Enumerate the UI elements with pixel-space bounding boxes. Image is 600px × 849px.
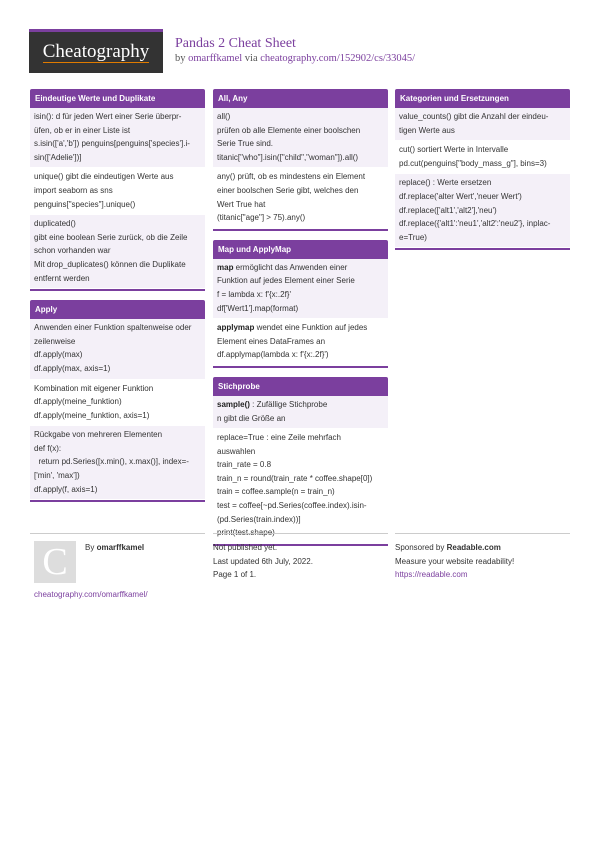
text-line <box>34 124 201 138</box>
section <box>213 240 388 368</box>
text-line <box>34 395 201 409</box>
text-line <box>34 335 201 349</box>
text-line <box>217 458 384 472</box>
line-text: gibt eine boolean Serie zurück, ob die Zeile <box>34 232 188 242</box>
line-text: tigen Werte aus <box>399 125 455 135</box>
sponsored-by <box>395 541 570 555</box>
sheet-url-link[interactable]: cheatography.com/152902/cs/33045/ <box>260 53 415 64</box>
text-line <box>34 382 201 396</box>
text-line <box>34 483 201 497</box>
text-line <box>217 472 384 486</box>
line-text: prüfen ob alle Elemente einer boolschen <box>217 125 361 135</box>
sponsor-name: Readable.com <box>446 543 501 552</box>
section <box>213 89 388 231</box>
text-line <box>34 170 201 184</box>
section-title: Kategorien und Ersetzungen <box>395 89 570 108</box>
sponsor-text: Measure your website readability! <box>395 556 515 566</box>
text-line <box>34 198 201 212</box>
cheatography-logo[interactable] <box>29 29 163 73</box>
text-line <box>399 157 566 171</box>
line-text: Funktion auf jedes Element einer Serie <box>217 276 355 286</box>
content-block <box>213 429 388 544</box>
via-label: via <box>244 53 258 64</box>
line-text: print(test.shape) <box>217 528 275 538</box>
line-text: : Zufällige Stichprobe <box>249 399 328 409</box>
sponsored-label: Sponsored by <box>395 543 445 552</box>
text-line <box>217 398 384 412</box>
text-line <box>217 485 384 499</box>
line-text: replace=True : eine Zeile mehrfach <box>217 433 341 443</box>
avatar: C <box>34 541 76 583</box>
section <box>213 377 388 546</box>
content-block <box>395 108 570 141</box>
content-block <box>395 141 570 174</box>
section-title: Eindeutige Werte und Duplikate <box>30 89 205 108</box>
keyword: applymap <box>217 323 255 333</box>
keyword: sample() <box>217 399 250 409</box>
line-text: Anwenden einer Funktion spaltenweise oder <box>34 323 192 333</box>
line-text: n gibt die Größe an <box>217 413 286 423</box>
author-link[interactable]: omarffkamel <box>188 53 243 64</box>
text-line <box>399 143 566 157</box>
line-text: Wert True hat <box>217 199 266 209</box>
line-text: df.apply(meine_funktion, axis=1) <box>34 410 150 420</box>
text-line <box>34 409 201 423</box>
line-text: df.applymap(lambda x: f'{x:.2f}') <box>217 350 329 360</box>
section-title: All, Any <box>213 89 388 108</box>
content-block <box>30 426 205 500</box>
text-line <box>34 217 201 231</box>
line-text: wendet eine Funktion auf jedes <box>254 323 368 333</box>
text-line <box>217 170 384 184</box>
line-text: (pd.Series(train.index))] <box>217 514 301 524</box>
text-line <box>217 124 384 138</box>
text-line <box>34 455 201 469</box>
text-line <box>217 211 384 225</box>
publish-status: Not published yet. <box>213 543 278 552</box>
text-line <box>217 110 384 124</box>
text-line <box>217 348 384 362</box>
text-line <box>217 431 384 445</box>
text-line <box>217 445 384 459</box>
text-line <box>217 335 384 349</box>
column-3 <box>395 89 570 259</box>
text-line <box>217 288 384 302</box>
line-text: Element eines DataFrames an <box>217 336 326 346</box>
line-text: zeilenweise <box>34 336 76 346</box>
text-line <box>217 302 384 316</box>
line-text: train_n = round(train_rate * coffee.shape[0]) <box>217 473 373 483</box>
text-line <box>34 272 201 286</box>
footer-author <box>30 533 205 603</box>
text-line <box>34 321 201 335</box>
text-line <box>399 190 566 204</box>
line-text: duplicated() <box>34 219 76 229</box>
text-line <box>399 176 566 190</box>
line-text: df.replace(['alt1','alt2'],'neu') <box>399 205 497 215</box>
keyword: map <box>217 262 234 272</box>
content-block <box>30 319 205 379</box>
sponsor-link[interactable]: https://readable.com <box>395 570 468 579</box>
page-title: Pandas 2 Cheat Sheet <box>175 36 296 51</box>
line-text: df.apply(meine_funktion) <box>34 397 122 407</box>
line-text: isin(): d für jeden Wert einer Serie überpr- <box>34 112 182 121</box>
page-number: Page 1 of 1. <box>213 570 257 579</box>
text-line <box>217 499 384 513</box>
footer-author-name: omarffkamel <box>96 543 145 552</box>
text-line <box>399 217 566 231</box>
line-text: import seaborn as sns <box>34 185 113 195</box>
author-profile-link[interactable]: cheatography.com/omarffkamel/ <box>34 590 148 599</box>
line-text: Serie True sind. <box>217 139 274 149</box>
content-block <box>213 108 388 168</box>
footer-status <box>213 533 388 582</box>
content-block <box>395 174 570 248</box>
text-line <box>217 261 384 275</box>
line-text: sin(['Adelie'])] <box>34 152 82 162</box>
text-line <box>34 469 201 483</box>
content-block <box>30 168 205 215</box>
line-text: df.replace('alter Wert','neuer Wert') <box>399 191 522 201</box>
text-line <box>34 137 201 151</box>
logo-text: Cheatography <box>42 41 150 62</box>
section-title: Apply <box>30 300 205 319</box>
line-text: unique() gibt die eindeutigen Werte aus <box>34 172 174 182</box>
line-text: Kombination mit eigener Funktion <box>34 383 154 393</box>
line-text: test = coffee[~pd.Series(coffee.index).isin- <box>217 501 367 511</box>
section <box>30 300 205 502</box>
line-text: schon vorhanden war <box>34 246 111 256</box>
line-text: (titanic["age"] > 75).any() <box>217 213 306 223</box>
line-text: s.isin(['a','b']) penguins[penguins['species'].i- <box>34 139 190 149</box>
text-line <box>34 362 201 376</box>
text-line <box>34 348 201 362</box>
line-text: df.replace({'alt1':'neu1','alt2':'neu2'}, inplac- <box>399 219 551 229</box>
line-text: ['min', 'max']) <box>34 471 80 481</box>
line-text: einer boolschen Serie gibt, welches den <box>217 185 359 195</box>
line-text: df.apply(f, axis=1) <box>34 484 98 494</box>
text-line <box>34 428 201 442</box>
content-block <box>213 319 388 366</box>
line-text: üfen, ob er in einer Liste ist <box>34 125 131 135</box>
line-text: pd.cut(penguins["body_mass_g"], bins=3) <box>399 158 547 168</box>
footer-sponsor <box>395 533 570 582</box>
line-text: all() <box>217 112 231 121</box>
line-text: train = coffee.sample(n = train_n) <box>217 487 335 497</box>
section-title: Stichprobe <box>213 377 388 396</box>
section-title: Map und ApplyMap <box>213 240 388 259</box>
text-line <box>34 184 201 198</box>
line-text: df['Wert1'].map(format) <box>217 303 299 313</box>
line-text: df.apply(max) <box>34 350 83 360</box>
line-text: def f(x): <box>34 443 62 453</box>
text-line <box>399 124 566 138</box>
line-text: f = lambda x: f'{x:.2f}' <box>217 289 291 299</box>
section <box>30 89 205 291</box>
text-line <box>217 137 384 151</box>
content-block <box>213 259 388 319</box>
content-block <box>30 108 205 168</box>
text-line <box>217 321 384 335</box>
text-line <box>217 274 384 288</box>
line-text: any() prüft, ob es mindestens ein Element <box>217 172 366 182</box>
line-text: df.apply(max, axis=1) <box>34 363 111 373</box>
line-text: e=True) <box>399 232 427 242</box>
line-text: return pd.Series([x.min(), x.max()], index=- <box>34 457 189 467</box>
footer-by <box>85 541 144 555</box>
last-updated: Last updated 6th July, 2022. <box>213 556 313 566</box>
line-text: titanic["who"].isin(["child","woman"]).all() <box>217 152 359 162</box>
column-1 <box>30 89 205 511</box>
line-text: entfernt werden <box>34 273 90 283</box>
line-text: Mit drop_duplicates() können die Duplikate <box>34 259 186 269</box>
line-text: cut() sortiert Werte in Intervalle <box>399 145 509 155</box>
section <box>395 89 570 250</box>
text-line <box>34 231 201 245</box>
line-text: value_counts() gibt die Anzahl der eindeu- <box>399 112 549 121</box>
line-text: ermöglicht das Anwenden einer <box>233 262 348 272</box>
text-line <box>34 442 201 456</box>
text-line <box>217 198 384 212</box>
text-line <box>399 231 566 245</box>
text-line <box>217 184 384 198</box>
text-line <box>217 513 384 527</box>
line-text: penguins["species"].unique() <box>34 199 136 209</box>
line-text: auswahlen <box>217 446 256 456</box>
line-text: Rückgabe von mehreren Elementen <box>34 430 163 440</box>
by-label: By <box>85 543 95 552</box>
line-text: replace() : Werte ersetzen <box>399 178 492 188</box>
text-line <box>399 204 566 218</box>
content-block <box>213 396 388 429</box>
content-block <box>30 380 205 427</box>
text-line <box>217 151 384 165</box>
text-line <box>34 258 201 272</box>
text-line <box>399 110 566 124</box>
line-text: train_rate = 0.8 <box>217 460 272 470</box>
text-line <box>34 110 201 124</box>
text-line <box>217 412 384 426</box>
byline <box>175 53 415 64</box>
content-block <box>213 168 388 228</box>
content-block <box>30 215 205 289</box>
text-line <box>34 151 201 165</box>
by-label: by <box>175 53 186 64</box>
column-2 <box>213 89 388 555</box>
text-line <box>34 244 201 258</box>
